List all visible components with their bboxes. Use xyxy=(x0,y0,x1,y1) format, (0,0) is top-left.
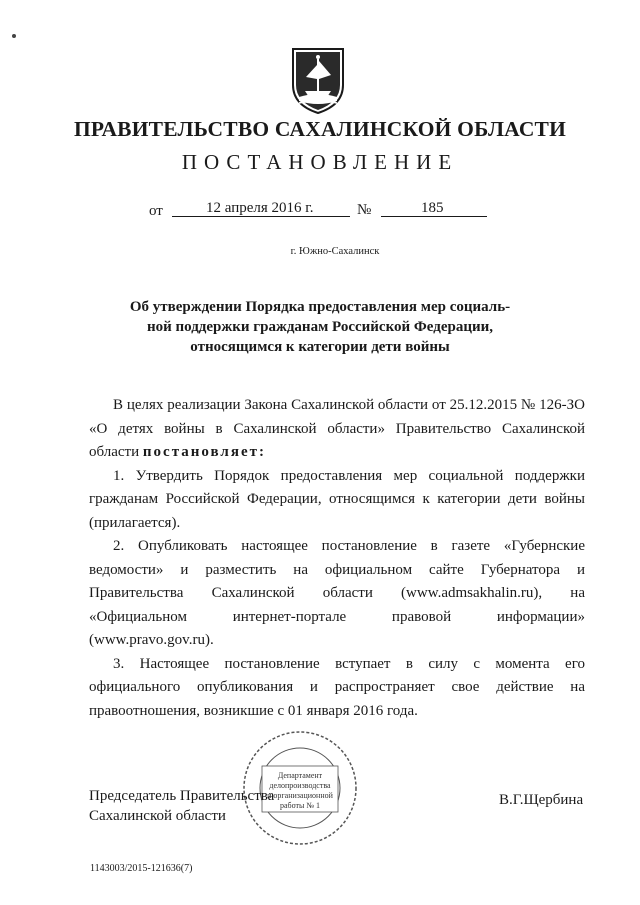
document-type: ПОСТАНОВЛЕНИЕ xyxy=(181,150,459,174)
stamp-line: работы № 1 xyxy=(279,801,321,810)
footer-code: 1143003/2015-121636(7) xyxy=(90,863,193,874)
city: г. Южно-Сахалинск xyxy=(290,246,380,257)
subject-line: Об утверждении Порядка предоставления мер социаль- xyxy=(129,299,511,315)
item-paragraph: 3. Настоящее постановление вступает в силу с момента его официального опубликования и распространяет свое действие на правоотношения, возникшие с 01 января 2016 года. xyxy=(89,655,585,719)
date-prefix: от xyxy=(149,203,163,219)
resolves-word: постановляет: xyxy=(142,444,266,460)
coat-of-arms-icon xyxy=(291,45,345,115)
signature-position xyxy=(89,786,274,826)
organization-title: ПРАВИТЕЛЬСТВО САХАЛИНСКОЙ ОБЛАСТИ xyxy=(73,117,567,141)
subject-line: ной поддержки гражданам Российской Федерации, xyxy=(146,319,494,335)
document-subject xyxy=(120,297,520,357)
document-body xyxy=(89,394,585,723)
item-paragraph: 2. Опубликовать настоящее постановление в газете «Губернские ведомости» и разместить на официальном сайте Губернатора и Правительства Сахалинской области (www.admsakhalin.ru), на «Официальном интернет-портале правовой информации» (www.pravo.gov.ru). xyxy=(89,538,585,648)
position-line: Председатель Правительства xyxy=(89,788,275,804)
item-paragraph: 1. Утвердить Порядок предоставления мер социальной поддержки гражданам Российской Федерации, относящимся к категории дети войны (прилагается). xyxy=(89,467,585,531)
stamp-line: и организационной xyxy=(267,791,333,800)
preamble-paragraph xyxy=(89,394,585,465)
position-line: Сахалинской области xyxy=(89,808,226,824)
stamp-line: делопроизводства xyxy=(269,781,331,790)
registration-line xyxy=(0,198,640,222)
preamble-text: В целях реализации Закона Сахалинской области от 25.12.2015 № 126-ЗО «О детях войны в Сахалинской области» Правительство Сахалинской области xyxy=(89,397,585,460)
scan-speck xyxy=(12,34,16,38)
subject-line: относящимся к категории дети войны xyxy=(190,339,450,355)
document-number: 185 xyxy=(421,200,444,216)
number-prefix: № xyxy=(357,202,372,218)
signer-name: В.Г.Щербина xyxy=(499,792,584,808)
document-date: 12 апреля 2016 г. xyxy=(206,200,314,216)
stamp-line: Департамент xyxy=(277,771,323,780)
